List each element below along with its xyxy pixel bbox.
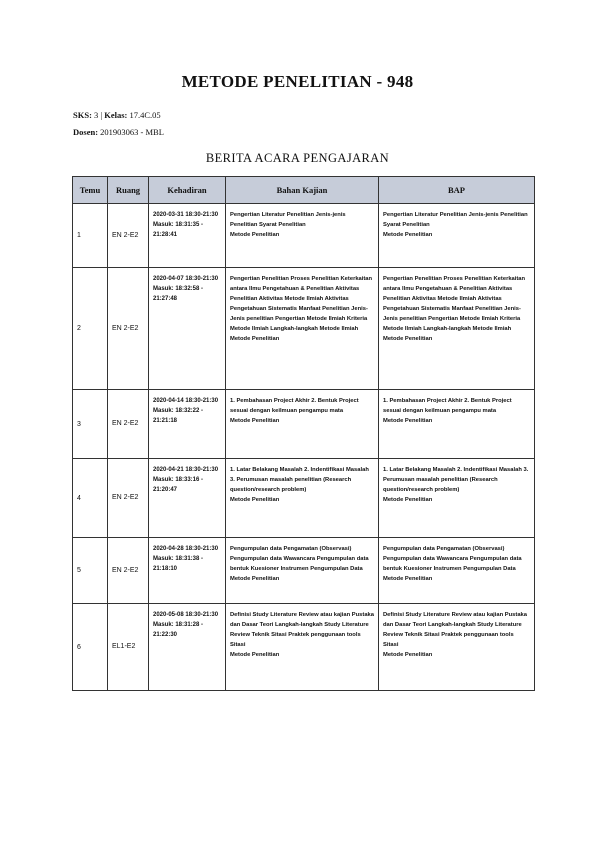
table-row [73, 604, 535, 691]
dosen-value: 201903063 - MBL [100, 127, 164, 137]
bap-cell: Definisi Study Literature Review atau kajian Pustaka dan Dasar Teori Langkah-langkah Study Literature Review Teknik Sitasi Praktek penggunaan tools Sitasi Metode Penelitian [379, 604, 535, 691]
meeting-number: 2 [73, 268, 108, 390]
kelas-value: 17.4C.05 [129, 110, 161, 120]
meeting-number: 6 [73, 604, 108, 691]
column-header-temu: Temu [73, 177, 108, 204]
kelas-label: Kelas: [104, 110, 128, 120]
separator: | [100, 110, 103, 120]
sks-label: SKS: [73, 110, 92, 120]
meeting-number: 1 [73, 204, 108, 268]
bap-cell: Pengumpulan data Pengamatan (Observasi) Pengumpulan data Wawancara Pengumpulan data bentuk Kuesioner Instrumen Pengumpulan Data Metode Penelitian [379, 538, 535, 604]
bap-cell: Pengertian Literatur Penelitian Jenis-jenis Penelitian Syarat Penelitian Metode Penelitian [379, 204, 535, 268]
room-cell: EN 2-E2 [108, 459, 149, 538]
table-row [73, 204, 535, 268]
sks-value: 3 [94, 110, 99, 120]
bap-cell: 1. Pembahasan Project Akhir 2. Bentuk Project sesuai dengan keilmuan pengampu mata Metode Penelitian [379, 390, 535, 459]
column-header-bahan-kajian: Bahan Kajian [226, 177, 379, 204]
room-cell: EL1-E2 [108, 604, 149, 691]
room-cell: EN 2-E2 [108, 204, 149, 268]
table-row [73, 459, 535, 538]
teaching-record-table [72, 176, 535, 691]
bahan-kajian-cell: Pengumpulan data Pengamatan (Observasi) Pengumpulan data Wawancara Pengumpulan data bentuk Kuesioner Instrumen Pengumpulan Data Metode Penelitian [226, 538, 379, 604]
room-cell: EN 2-E2 [108, 268, 149, 390]
bahan-kajian-cell: Definisi Study Literature Review atau kajian Pustaka dan Dasar Teori Langkah-langkah Study Literature Review Teknik Sitasi Praktek penggunaan tools Sitasi Metode Penelitian [226, 604, 379, 691]
lecturer-info [73, 127, 164, 137]
bahan-kajian-cell: 1. Latar Belakang Masalah 2. Indentifikasi Masalah 3. Perumusan masalah penelitian (Research question/research problem) Metode Penelitian [226, 459, 379, 538]
attendance-cell: 2020-03-31 18:30-21:30 Masuk: 18:31:35 - 21:28:41 [149, 204, 226, 268]
column-header-kehadiran: Kehadiran [149, 177, 226, 204]
meeting-number: 3 [73, 390, 108, 459]
table-row [73, 390, 535, 459]
attendance-cell: 2020-04-14 18:30-21:30 Masuk: 18:32:22 - 21:21:18 [149, 390, 226, 459]
table-row [73, 538, 535, 604]
attendance-cell: 2020-05-08 18:30-21:30 Masuk: 18:31:28 - 21:22:30 [149, 604, 226, 691]
bahan-kajian-cell: 1. Pembahasan Project Akhir 2. Bentuk Project sesuai dengan keilmuan pengampu mata Metode Penelitian [226, 390, 379, 459]
attendance-cell: 2020-04-07 18:30-21:30 Masuk: 18:32:58 - 21:27:48 [149, 268, 226, 390]
bap-cell: Pengertian Penelitian Proses Penelitian Keterkaitan antara Ilmu Pengetahuan & Penelitian Aktivitas Penelitian Aktivitas Metode Ilmiah Aktivitas Pengetahuan Sistematis Manfaat Penelitian Jenis-Jenis penelitian Pengertian Metode Ilmiah Kriteria Metode Ilmiah Langkah-langkah Metode Ilmiah Metode Penelitian [379, 268, 535, 390]
room-cell: EN 2-E2 [108, 390, 149, 459]
meeting-number: 4 [73, 459, 108, 538]
page-title: METODE PENELITIAN - 948 [181, 72, 414, 91]
table-header-row [73, 177, 535, 204]
meeting-number: 5 [73, 538, 108, 604]
bahan-kajian-cell: Pengertian Literatur Penelitian Jenis-jenis Penelitian Syarat Penelitian Metode Penelitian [226, 204, 379, 268]
table-row [73, 268, 535, 390]
class-info [73, 110, 161, 120]
dosen-label: Dosen: [73, 127, 99, 137]
column-header-ruang: Ruang [108, 177, 149, 204]
room-cell: EN 2-E2 [108, 538, 149, 604]
bap-cell: 1. Latar Belakang Masalah 2. Indentifikasi Masalah 3. Perumusan masalah penelitian (Research question/research problem) Metode Penelitian [379, 459, 535, 538]
attendance-cell: 2020-04-21 18:30-21:30 Masuk: 18:33:16 - 21:20:47 [149, 459, 226, 538]
bahan-kajian-cell: Pengertian Penelitian Proses Penelitian Keterkaitan antara Ilmu Pengetahuan & Penelitian Aktivitas Penelitian Aktivitas Metode Ilmiah Aktivitas Pengetahuan Sistematis Manfaat Penelitian Jenis-Jenis penelitian Pengertian Metode Ilmiah Kriteria Metode Ilmiah Langkah-langkah Metode Ilmiah Metode Penelitian [226, 268, 379, 390]
attendance-cell: 2020-04-28 18:30-21:30 Masuk: 18:31:38 - 21:18:10 [149, 538, 226, 604]
section-title: BERITA ACARA PENGAJARAN [205, 151, 390, 165]
column-header-bap: BAP [379, 177, 535, 204]
